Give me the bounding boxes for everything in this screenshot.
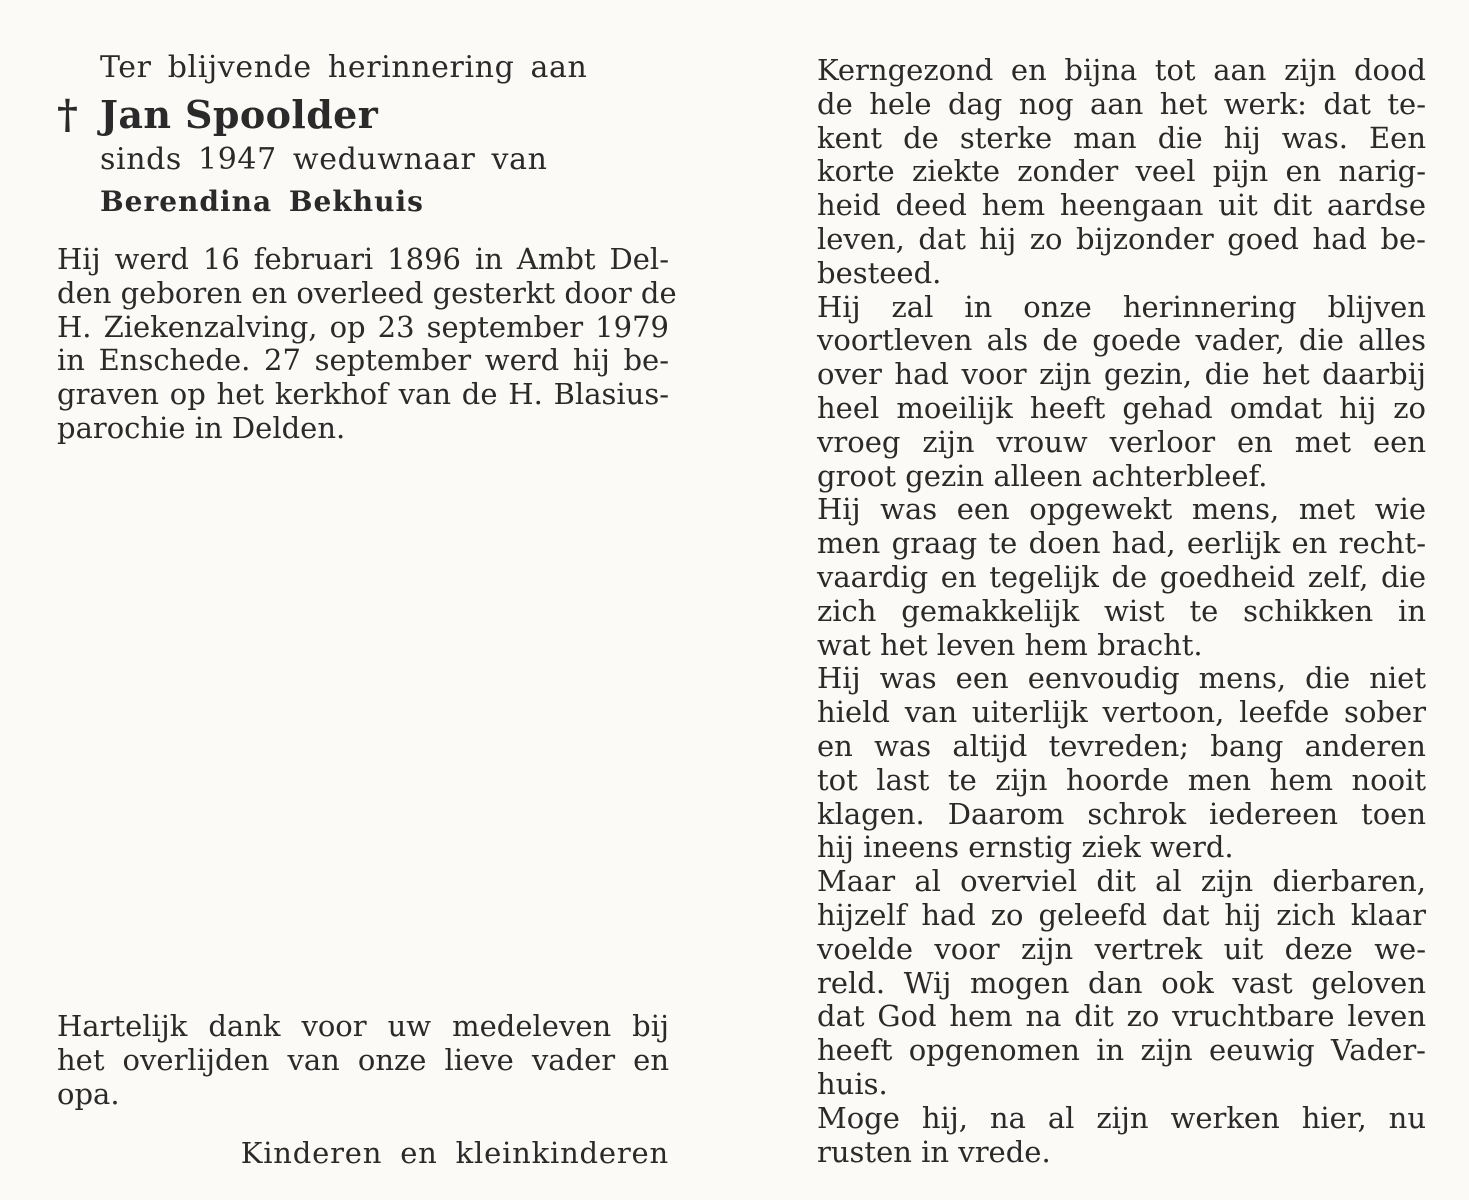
tribute-line: groot gezin alleen achterbleef. [817,458,1268,493]
tribute-line: Hij was een eenvoudig mens, die niet [817,661,1426,696]
tribute-line: rusten in vrede. [817,1134,1051,1169]
tribute-line: Hij was een opgewekt mens, met wie [817,492,1426,527]
tribute-line: Kerngezond en bijna tot aan zijn dood [817,53,1426,87]
bio-line: den geboren en overleed gesterkt door de [57,275,677,310]
tribute-line: vroeg zijn vrouw verloor en met een [817,424,1426,459]
tribute-line: over had voor zijn gezin, die het daarbij [817,357,1426,392]
tribute-line: kent de sterke man die hij was. Een [817,120,1426,155]
cross-icon: † [57,91,78,138]
tribute-line: korte ziekte zonder veel pijn en narig- [817,154,1426,189]
tribute-line: heel moeilijk heeft gehad omdat hij zo [817,390,1426,425]
tribute-line: tot last te zijn hoorde men hem nooit [817,762,1426,797]
tribute-line: wat het leven hem bracht. [817,627,1203,662]
thanks-message [57,1010,669,1111]
bio-line: in Enschede. 27 september werd hij be- [57,343,669,378]
bio-line: Hij werd 16 februari 1896 in Ambt Del- [57,242,669,276]
biography [57,242,677,446]
tribute-line: voelde voor zijn vertrek uit deze we- [817,931,1426,966]
tribute-line: hij ineens ernstig ziek werd. [817,830,1234,865]
tribute-line: voortleven als de goede vader, die alles [817,323,1426,358]
bio-line: H. Ziekenzalving, op 23 september 1979 [57,309,669,344]
tribute-line: dat God hem na dit zo vruchtbare leven [817,999,1426,1034]
tribute-line: Hij zal in onze herinnering blijven [817,289,1426,324]
tribute-line: Maar al overviel dit al zijn dierbaren, [817,864,1426,899]
spouse-name: Berendina Bekhuis [100,185,424,218]
tribute-line: heeft opgenomen in zijn eeuwig Vader- [817,1033,1426,1068]
tribute-line: zich gemakkelijk wist te schikken in [817,593,1426,628]
tribute-line: en was altijd tevreden; bang anderen [817,728,1426,763]
name-row [57,90,669,140]
tribute-line: men graag te doen had, eerlijk en recht- [817,526,1426,561]
left-column [57,0,677,1200]
thanks-line: het overlijden van onze lieve vader en [57,1042,669,1077]
tribute-line: Moge hij, na al zijn werken hier, nu [817,1100,1426,1135]
signature: Kinderen en kleinkinderen [240,1136,669,1170]
tribute-line: huis. [817,1066,888,1101]
tribute-line: vaardig en tegelijk de goedheid zelf, die [817,559,1426,594]
bio-line: graven op het kerkhof van de H. Blasius- [57,377,669,412]
tribute-line: reld. Wij mogen dan ook vast geloven [817,965,1426,1000]
tribute-line: klagen. Daarom schrok iedereen toen [817,796,1426,831]
tribute-line: leven, dat hij zo bijzonder goed had be- [817,221,1426,256]
tribute-line: hield van uiterlijk vertoon, leefde sober [817,695,1426,730]
tribute-line: hijzelf had zo geleefd dat hij zich klaar [817,897,1426,932]
deceased-name: Jan Spoolder [100,92,379,137]
tribute-line: de hele dag nog aan het werk: dat te- [817,86,1426,121]
tribute-line: besteed. [817,255,942,290]
bio-line: parochie in Delden. [57,410,346,445]
intro-line: Ter blijvende herinnering aan [100,50,588,85]
thanks-line: opa. [57,1076,120,1111]
widower-line: sinds 1947 weduwnaar van [100,142,548,177]
thanks-line: Hartelijk dank voor uw medeleven bij [57,1009,669,1043]
tribute-text [817,54,1426,1169]
tribute-line: heid deed hem heengaan uit dit aardse [817,188,1426,223]
